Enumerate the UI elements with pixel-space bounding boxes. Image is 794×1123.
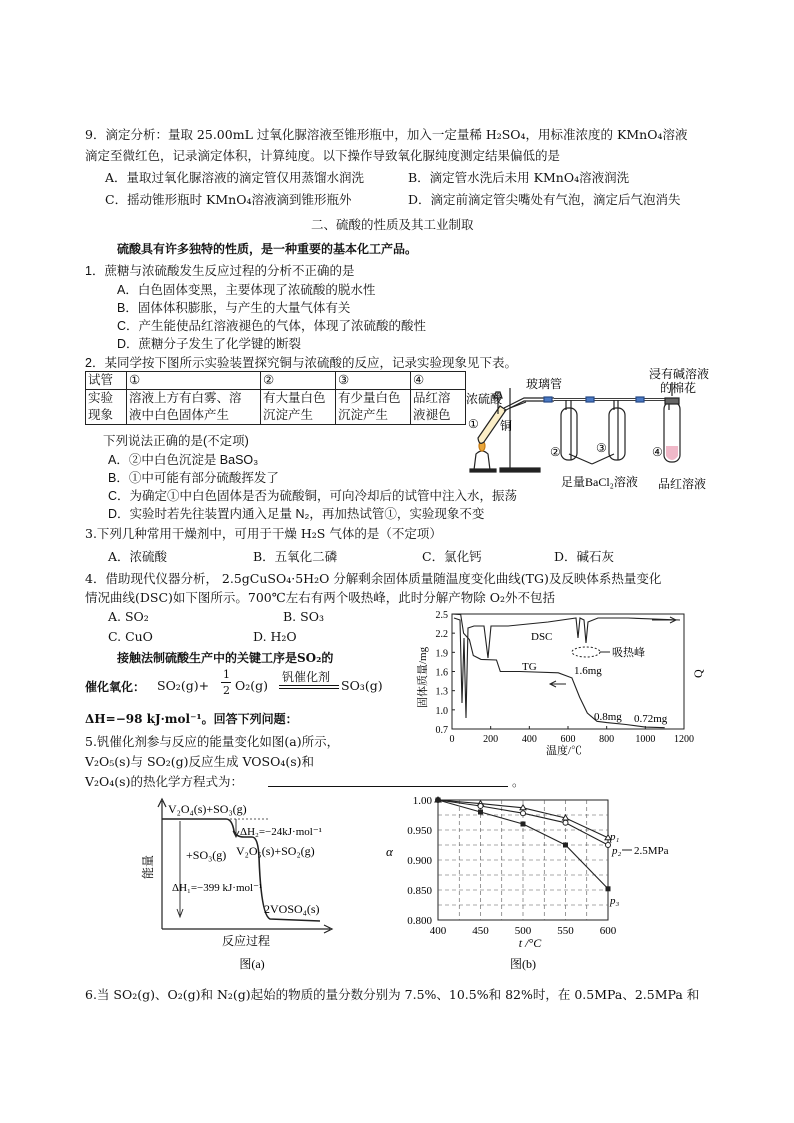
- contact-line3: ΔH=−98 kJ·mol⁻¹。回答下列问题：: [85, 712, 298, 726]
- q3-option-b: B．五氧化二磷: [253, 549, 338, 564]
- label-2voso4: 2VOSO₄(s): [264, 902, 320, 916]
- label-0-8mg: 0.8mg: [594, 711, 622, 723]
- label-endothermic-peak: 吸热峰: [612, 647, 645, 659]
- label-p2: p₂: [612, 845, 622, 857]
- q2-option-d: D．实验时若先往装置内通入足量 N₂，再加热试管①，实验现象不变: [108, 507, 485, 521]
- label-tg: TG: [522, 661, 537, 673]
- label-dsc: DSC: [531, 631, 553, 643]
- label-tube-2: ②: [550, 445, 561, 459]
- q1-option-a: A．白色固体变黑，主要体现了浓硫酸的脱水性: [117, 283, 376, 297]
- q2-sub-stem: 下列说法正确的是(不定项): [103, 434, 249, 448]
- table-row: [86, 372, 466, 390]
- tick-label: 1.6: [435, 667, 448, 679]
- label-acid: 浓硫酸: [466, 392, 503, 406]
- q9-option-c: C．摇动锥形瓶时 KMnO₄溶液滴到锥形瓶外: [105, 192, 352, 207]
- q4-line1: 4．借助现代仪器分析， 2.5gCuSO₄·5H₂O 分解剩余固体质量随温度变化曲线(TG)及反映体系热量变化: [85, 571, 662, 586]
- tick-label: 400: [521, 734, 537, 745]
- q4-option-d: D. H₂O: [253, 629, 297, 644]
- q5-line3-end: 。: [512, 774, 525, 789]
- tick-label: 600: [560, 734, 576, 745]
- label-tube-3: ③: [596, 441, 607, 455]
- q9-option-d: D．滴定前滴定管尖嘴处有气泡，滴定后气泡消失: [408, 192, 681, 207]
- b-ylabel: α: [386, 844, 393, 859]
- data-point: [606, 843, 611, 848]
- label-glass-tube: 玻璃管: [526, 377, 563, 391]
- apparatus-diagram: [464, 368, 724, 492]
- label-dh2: ΔH₂=−24kJ·mol⁻¹: [240, 826, 322, 838]
- dsc-curve: [454, 618, 680, 718]
- eq-frac-den: 2: [223, 684, 230, 697]
- data-point: [606, 886, 611, 891]
- tick-label: 500: [514, 925, 532, 937]
- tick-label: 0: [449, 734, 455, 745]
- data-point: [563, 843, 568, 848]
- contact-prefix: 催化氧化：: [85, 680, 146, 694]
- tg-xlabel: 温度/℃: [545, 745, 583, 757]
- eq-frac-num: 1: [223, 668, 230, 681]
- tg-right-label: Q: [691, 669, 705, 678]
- tg-curve: [452, 614, 665, 728]
- q2-option-b: B．①中可能有部分硫酸挥发了: [108, 471, 279, 485]
- table-cell: 品红溶 液褪色: [411, 390, 466, 425]
- energy-xlabel: 反应过程: [221, 934, 271, 948]
- tick-label: 2.2: [435, 629, 448, 641]
- q5-line1: 5.钒催化剂参与反应的能量变化如图(a)所示，: [85, 734, 340, 749]
- tg-ylabel: 固体质量/mg: [417, 646, 429, 708]
- eq-left: SO₂(g)+: [157, 678, 210, 693]
- data-point: [521, 811, 526, 816]
- q5-answer-blank[interactable]: [268, 786, 508, 787]
- data-point: [478, 810, 483, 815]
- q9-option-b: B．滴定管水洗后未用 KMnO₄溶液润洗: [408, 170, 630, 185]
- figure-a-caption: 图(a): [239, 957, 265, 971]
- label-0-72mg: 0.72mg: [634, 713, 668, 725]
- label-tube-1: ①: [468, 417, 479, 431]
- q1-option-d: D．蔗糖分子发生了化学键的断裂: [117, 337, 302, 351]
- label-cotton-2: 的棉花: [660, 381, 697, 395]
- table-cell: ③: [336, 372, 411, 390]
- table-cell: 实验 现象: [86, 390, 127, 425]
- q9-line2: 滴定至微红色，记录滴定体积，计算纯度。以下操作导致氧化脲纯度测定结果偏低的是: [85, 148, 561, 163]
- tick-label: 1.3: [435, 686, 448, 698]
- tick-label: 800: [599, 734, 615, 745]
- tick-label: 200: [483, 734, 499, 745]
- q9-line1: 9．滴定分析：量取 25.00mL 过氧化脲溶液至锥形瓶中，加入一定量稀 H₂SO₄，用标准浓度的 KMnO₄溶液: [85, 127, 688, 142]
- q6-line1: 6.当 SO₂(g)、O₂(g)和 N₂(g)起始的物质的量分数分别为 7.5%、10.5%和 82%时，在 0.5MPa、2.5MPa 和: [85, 987, 700, 1002]
- tick-label: 1.00: [412, 795, 432, 807]
- table-cell: 有少量白色 沉淀产生: [336, 390, 411, 425]
- q5-line3: V₂O₄(s)的热化学方程式为：: [85, 774, 243, 789]
- table-cell: ④: [411, 372, 466, 390]
- tick-label: 0.800: [407, 915, 432, 927]
- q9-option-a: A．量取过氧化脲溶液的滴定管仅用蒸馏水润洗: [105, 170, 365, 185]
- q2-option-c: C．为确定①中白色固体是否为硫酸铜，可向冷却后的试管中注入水，振荡: [108, 489, 518, 503]
- tick-label: 0.900: [407, 855, 432, 867]
- eq-catalyst: 钒催化剂: [282, 670, 331, 684]
- tick-label: 0.950: [407, 825, 432, 837]
- energy-diagram: [140, 797, 360, 972]
- label-1-6mg: 1.6mg: [574, 665, 602, 677]
- tg-dsc-chart: [398, 608, 708, 758]
- data-point: [563, 820, 568, 825]
- tick-label: 1.9: [435, 648, 448, 660]
- data-point: [478, 804, 483, 809]
- q4-option-c: C. CuO: [108, 629, 153, 644]
- q1-stem: 1．蔗糖与浓硫酸发生反应过程的分析不正确的是: [85, 264, 355, 278]
- tick-label: 1.0: [435, 705, 448, 717]
- q3-option-d: D．碱石灰: [554, 549, 615, 564]
- tick-label: 400: [429, 925, 447, 937]
- section-title: 二、硫酸的性质及其工业制取: [311, 217, 474, 232]
- label-cotton-1: 浸有碱溶液: [649, 368, 710, 381]
- label-2-5mpa: 2.5MPa: [634, 845, 669, 857]
- tick-label: 1000: [635, 734, 656, 745]
- q4-option-b: B. SO₃: [283, 609, 324, 624]
- label-p3: p₃: [610, 895, 620, 907]
- table-row: [86, 390, 466, 425]
- label-pinhong: 品红溶液: [658, 477, 707, 491]
- q4-option-a: A. SO₂: [108, 609, 149, 624]
- tick-label: 450: [472, 925, 489, 937]
- tick-label: 2.5: [435, 610, 448, 621]
- label-tube-4: ④: [652, 445, 663, 459]
- energy-ylabel: 能量: [141, 854, 155, 879]
- q3-option-c: C．氯化钙: [422, 549, 482, 564]
- label-dh1: ΔH₁=−399 kJ·mol⁻¹: [172, 882, 263, 894]
- q2-stem: 2．某同学按下图所示实验装置探究铜与浓硫酸的反应，记录实验现象见下表。: [85, 356, 517, 370]
- eq-mid: O₂(g): [235, 678, 269, 693]
- tick-label: 600: [599, 925, 617, 937]
- conversion-chart: [380, 790, 710, 975]
- tick-label: 0.7: [435, 725, 448, 736]
- eq-right: SO₃(g): [341, 678, 383, 693]
- label-p1: p₁: [610, 831, 620, 843]
- q1-option-c: C．产生能使品红溶液褪色的气体，体现了浓硫酸的酸性: [117, 319, 427, 333]
- tick-label: 1200: [674, 734, 694, 745]
- label-v2o4-so3: V₂O₄(s)+SO₃(g): [168, 802, 247, 816]
- table-cell: 有大量白色 沉淀产生: [261, 390, 336, 425]
- q4-line2: 情况曲线(DSC)如下图所示。700℃左右有两个吸热峰，此时分解产物除 O₂外不包括: [85, 590, 555, 605]
- tick-label: 0.850: [407, 885, 432, 897]
- table-cell: ②: [261, 372, 336, 390]
- label-copper: 铜: [500, 419, 513, 433]
- q3-option-a: A．浓硫酸: [108, 549, 168, 564]
- tick-label: 550: [557, 925, 574, 937]
- q3-stem: 3.下列几种常用干燥剂中，可用于干燥 H₂S 气体的是（不定项）: [85, 526, 442, 541]
- label-plus-so3: +SO₃(g): [186, 848, 227, 862]
- table-cell: ①: [127, 372, 261, 390]
- q5-line2: V₂O₅(s)与 SO₂(g)反应生成 VOSO₄(s)和: [85, 754, 315, 769]
- figure-b-caption: 图(b): [510, 957, 536, 971]
- label-v2o5-so2: V₂O₅(s)+SO₂(g): [236, 844, 315, 858]
- data-point: [521, 822, 526, 827]
- table-cell: 试管: [86, 372, 127, 390]
- observation-table: [85, 371, 466, 425]
- q2-option-a: A．②中白色沉淀是 BaSO₃: [108, 453, 259, 467]
- contact-line1: 接触法制硫酸生产中的关键工序是SO₂的: [117, 651, 334, 665]
- section-intro: 硫酸具有许多独特的性质，是一种重要的基本化工产品。: [117, 242, 418, 256]
- b-xlabel: t /°C: [518, 936, 542, 950]
- q1-option-b: B．固体体积膨胀，与产生的大量气体有关: [117, 301, 351, 315]
- data-point: [436, 798, 441, 803]
- label-bacl2: 足量BaCl₂溶液: [561, 475, 638, 489]
- table-cell: 溶液上方有白雾、溶 液中白色固体产生: [127, 390, 261, 425]
